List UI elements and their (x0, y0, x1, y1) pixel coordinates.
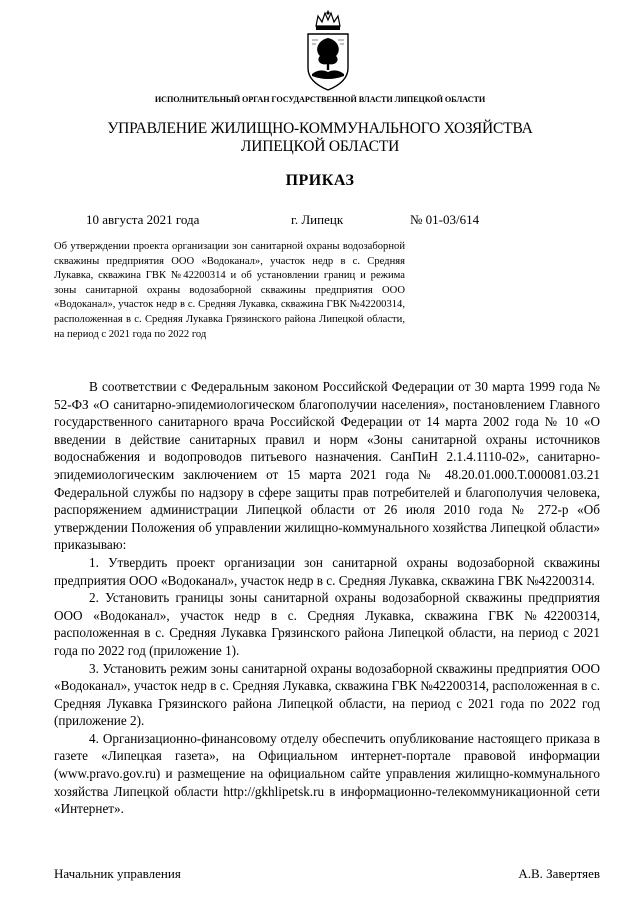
signature-block (54, 866, 600, 882)
order-item-2: 2. Установить границы зоны санитарной охраны водозаборной скважины предприятия ООО «Водоканал», участок недр в с. Средняя Лукавка, скважина ГВК №42200314, расположенная в с. Средняя Лукавка Грязинского района Липецкой области, на период с 2021 года по 2022 год (приложение 1). (54, 590, 600, 658)
document-date: 10 августа 2021 года (86, 212, 200, 227)
document-body (54, 378, 600, 818)
document-city: г. Липецк (291, 212, 344, 227)
document-number: № 01-03/614 (410, 212, 480, 227)
signatory-position: Начальник управления (54, 866, 181, 881)
document-type: ПРИКАЗ (285, 172, 355, 189)
lipetsk-coat-of-arms-icon (302, 10, 354, 92)
department-line-2: ЛИПЕЦКОЙ ОБЛАСТИ (240, 138, 400, 155)
authority-name: ИСПОЛНИТЕЛЬНЫЙ ОРГАН ГОСУДАРСТВЕННОЙ ВЛАСТИ ЛИПЕЦКОЙ ОБЛАСТИ (154, 95, 486, 104)
department-name (0, 120, 640, 156)
body-intro: В соответствии с Федеральным законом Российской Федерации от 30 марта 1999 года № 52-ФЗ «О санитарно-эпидемиологическом благополучии населения», постановлением Главного государственного санитарного врача Российской Федерации от 14 марта 2002 года № 10 «О введении в действие санитарных правил и норм «Зоны санитарной охраны источников водоснабжения и водопроводов питьевого назначения. СанПиН 2.1.4.1110-02», санитарно-эпидемиологическим заключением от 15 марта 2021 года № 48.20.01.000.Т.000081.03.21 Федеральной службы по надзору в сфере защиты прав потребителей и благополучия человека, распоряжением администрации Липецкой области от 26 июля 2010 года № 272-р «Об утверждении Положения об управлении жилищно-коммунального хозяйства Липецкой области» приказываю: (54, 379, 600, 553)
signatory-name: А.В. Завертяев (518, 866, 600, 881)
document-subject: Об утверждении проекта организации зон санитарной охраны водозаборной скважины предприятия ООО «Водоканал», участок недр в с. Средняя Лукавка, скважина ГВК №42200314 и об установлении границ и режима зоны санитарной охраны водозаборной скважины предприятия ООО «Водоканал», участок недр в с. Средняя Лукавка, скважина ГВК №42200314, расположенная в с. Средняя Лукавка Грязинского района Липецкой области, на период с 2021 года по 2022 год (54, 241, 405, 340)
order-item-1: 1. Утвердить проект организации зон санитарной охраны водозаборной скважины предприятия ООО «Водоканал», участок недр в с. Средняя Лукавка, скважина ГВК №42200314. (54, 554, 600, 588)
order-item-4: 4. Организационно-финансовому отделу обеспечить опубликование настоящего приказа в газете «Липецкая газета», на Официальном интернет-портале правовой информации (www.pravo.gov.ru) и размещение на официальном сайте управления жилищно-коммунального хозяйства Липецкой области http://gkhlipetsk.ru в информационно-телекоммуникационной сети «Интернет». (54, 730, 600, 817)
department-line-1: УПРАВЛЕНИЕ ЖИЛИЩНО-КОММУНАЛЬНОГО ХОЗЯЙСТВА (107, 120, 533, 137)
order-item-3: 3. Установить режим зоны санитарной охраны водозаборной скважины предприятия ООО «Водоканал», участок недр в с. Средняя Лукавка, скважина ГВК №42200314, расположенная в с. Средняя Лукавка Грязинского района Липецкой области, на период с 2021 года по 2022 год (приложение 2). (54, 660, 600, 729)
